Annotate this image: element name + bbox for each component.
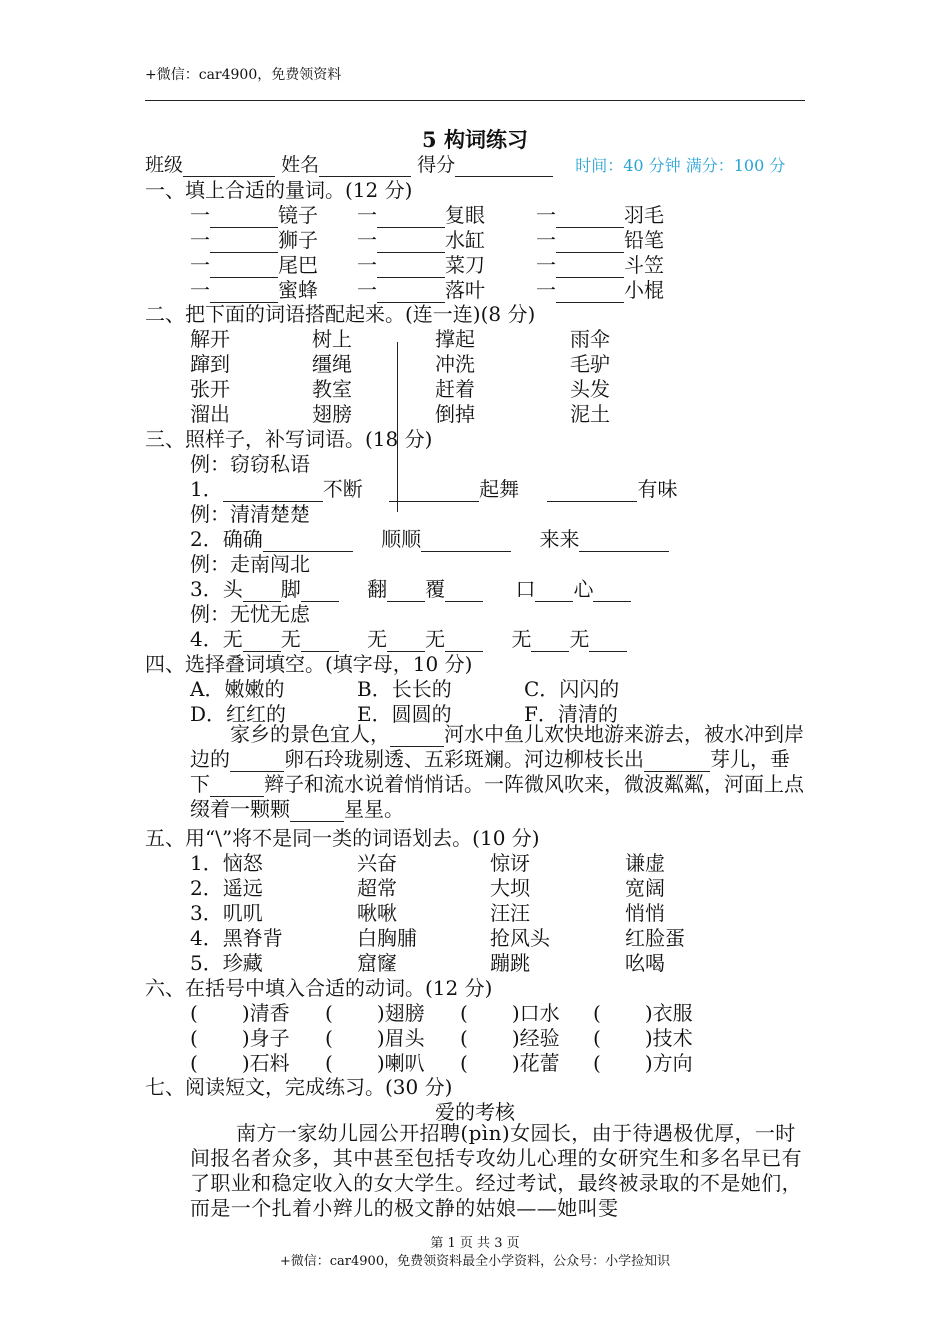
word-item[interactable]: 超常 (357, 876, 397, 900)
word-item[interactable]: 抢风头 (490, 926, 550, 950)
noun: 衣服 (652, 1001, 693, 1025)
close-paren: ) (376, 1026, 385, 1050)
noun: 尾巴 (278, 253, 318, 277)
noun: 经验 (519, 1026, 560, 1050)
time-info: 时间：40 分钟 满分：100 分 (575, 156, 786, 175)
option-d: D．红红的 (190, 702, 287, 726)
word-item[interactable]: 惊讶 (490, 851, 530, 875)
word-item[interactable]: 谦虚 (625, 851, 665, 875)
open-paren: ( (190, 1001, 198, 1025)
noun: 花蕾 (519, 1051, 560, 1075)
header-note: +微信：car4900，免费领资料 (145, 67, 342, 83)
example-2: 例：清清楚楚 (190, 502, 310, 526)
answer-blank[interactable] (556, 284, 624, 303)
word-item[interactable]: 白胸脯 (357, 926, 417, 950)
noun: 复眼 (445, 203, 485, 227)
noun: 狮子 (278, 228, 318, 252)
example-3: 例：走南闯北 (190, 552, 310, 576)
word-item[interactable]: 汪汪 (490, 901, 530, 925)
section-3-heading: 三、照样子，补写词语。(18 分) (145, 427, 433, 451)
example-1: 例：窃窃私语 (190, 452, 310, 476)
open-paren: ( (325, 1051, 333, 1075)
class-label: 班级 (145, 154, 184, 176)
answer-blank[interactable] (390, 728, 444, 747)
prefix: 一 (190, 228, 210, 252)
noun: 眉头 (384, 1026, 425, 1050)
page-number: 第 1 页 共 3 页 (430, 1236, 520, 1251)
answer-blank[interactable] (445, 583, 483, 602)
noun: 斗笠 (624, 253, 664, 277)
answer-blank[interactable] (579, 533, 669, 552)
open-paren: ( (190, 1051, 198, 1075)
prefix: 一 (190, 253, 210, 277)
noun: 羽毛 (624, 203, 664, 227)
prefix: 一 (357, 253, 377, 277)
answer-blank[interactable] (387, 583, 425, 602)
match-word[interactable]: 解开 (190, 327, 230, 351)
prefix: 一 (536, 228, 556, 252)
match-word[interactable]: 张开 (190, 377, 230, 401)
answer-blank[interactable] (421, 533, 511, 552)
prefix: 一 (536, 253, 556, 277)
noun: 铅笔 (624, 228, 664, 252)
noun: 喇叭 (384, 1051, 425, 1075)
score-label: 得分 (417, 154, 456, 176)
open-paren: ( (593, 1026, 601, 1050)
noun: 翅膀 (384, 1001, 425, 1025)
match-word[interactable]: 教室 (312, 377, 352, 401)
answer-blank[interactable] (644, 753, 710, 772)
question-3-2: 2．确确 顺顺 来来 (190, 523, 669, 552)
close-paren: ) (241, 1026, 250, 1050)
word-item[interactable]: 4．黑脊背 (190, 926, 283, 950)
match-word[interactable]: 头发 (570, 377, 610, 401)
match-word[interactable]: 泥土 (570, 402, 610, 426)
option-c: C．闪闪的 (524, 677, 620, 701)
prefix: 一 (190, 278, 210, 302)
close-paren: ) (241, 1001, 250, 1025)
answer-blank[interactable] (547, 483, 637, 502)
word-item[interactable]: 大坝 (490, 876, 530, 900)
close-paren: ) (644, 1026, 653, 1050)
word-item[interactable]: 啾啾 (357, 901, 397, 925)
answer-blank[interactable] (290, 803, 344, 822)
close-paren: ) (376, 1051, 385, 1075)
footer-note: +微信：car4900，免费领资料最全小学资料，公众号：小学捡知识 (279, 1254, 671, 1269)
section-4-heading: 四、选择叠词填空。(填字母，10 分) (145, 652, 473, 676)
match-word[interactable]: 溜出 (190, 402, 230, 426)
section-7-heading: 七、阅读短文，完成练习。(30 分) (145, 1075, 453, 1099)
close-paren: ) (511, 1051, 520, 1075)
answer-blank[interactable] (210, 778, 264, 797)
option-b: B．长长的 (357, 677, 452, 701)
section-1-heading: 一、填上合适的量词。(12 分) (145, 178, 413, 202)
match-word[interactable]: 冲洗 (435, 352, 475, 376)
close-paren: ) (511, 1001, 520, 1025)
answer-blank[interactable] (531, 633, 569, 652)
close-paren: ) (644, 1051, 653, 1075)
passage-text: 南方一家幼儿园公开招聘(pìn)女园长，由于待遇极优厚，一时间报名者众多，其中甚至包括专攻幼儿心理的女研究生和多名早已有了职业和稳定收入的女大学生。经过考试，最终被录取的不是她们，而是一个扎着小辫儿的极文静的姑娘——她叫雯 (190, 1121, 802, 1220)
match-word[interactable]: 毛驴 (570, 352, 610, 376)
score-blank[interactable] (455, 158, 553, 177)
open-paren: ( (190, 1026, 198, 1050)
close-paren: ) (644, 1001, 653, 1025)
match-word[interactable]: 缰绳 (312, 352, 352, 376)
section-2-heading: 二、把下面的词语搭配起来。(连一连)(8 分) (145, 302, 536, 326)
open-paren: ( (460, 1026, 468, 1050)
answer-blank[interactable] (589, 633, 627, 652)
match-word[interactable]: 倒掉 (435, 402, 475, 426)
option-f: F．清清的 (524, 702, 618, 726)
question-3-4: 4．无 无 无 无 无 无 (190, 623, 627, 652)
noun: 身子 (249, 1026, 290, 1050)
close-paren: ) (376, 1001, 385, 1025)
noun: 蜜蜂 (278, 278, 318, 302)
noun: 菜刀 (445, 253, 485, 277)
answer-blank[interactable] (593, 583, 631, 602)
word-item[interactable]: 吆喝 (625, 951, 665, 975)
word-item[interactable]: 蹦跳 (490, 951, 530, 975)
answer-blank[interactable] (389, 483, 479, 502)
noun: 石料 (249, 1051, 290, 1075)
word-item[interactable]: 5．珍藏 (190, 951, 263, 975)
open-paren: ( (325, 1001, 333, 1025)
open-paren: ( (460, 1001, 468, 1025)
close-paren: ) (511, 1026, 520, 1050)
open-paren: ( (593, 1051, 601, 1075)
match-word[interactable]: 树上 (312, 327, 352, 351)
passage-title: 爱的考核 (435, 1100, 515, 1124)
prefix: 一 (357, 228, 377, 252)
close-paren: ) (241, 1051, 250, 1075)
open-paren: ( (593, 1001, 601, 1025)
header-divider (145, 100, 805, 101)
match-word[interactable]: 雨伞 (570, 327, 610, 351)
word-item[interactable]: 悄悄 (625, 901, 665, 925)
measure-item (536, 274, 664, 303)
word-item[interactable]: 窟窿 (357, 951, 397, 975)
prefix: 一 (357, 203, 377, 227)
example-4: 例：无忧无虑 (190, 602, 310, 626)
noun: 落叶 (445, 278, 485, 302)
match-word[interactable]: 翅膀 (312, 402, 352, 426)
match-word[interactable]: 蹿到 (190, 352, 230, 376)
word-item[interactable]: 2．遥远 (190, 876, 263, 900)
section-6-heading: 六、在括号中填入合适的动词。(12 分) (145, 976, 493, 1000)
open-paren: ( (460, 1051, 468, 1075)
answer-blank[interactable] (535, 583, 573, 602)
word-item[interactable]: 兴奋 (357, 851, 397, 875)
verb-fill-item (460, 1047, 560, 1076)
question-3-3: 3．头 脚 翻 覆 口 心 (190, 573, 631, 602)
noun: 技术 (652, 1026, 693, 1050)
noun: 方向 (652, 1051, 693, 1075)
noun: 小棍 (624, 278, 664, 302)
match-word[interactable]: 撑起 (435, 327, 475, 351)
prefix: 一 (357, 278, 377, 302)
noun: 水缸 (445, 228, 485, 252)
option-a: A．嫩嫩的 (190, 677, 285, 701)
verb-fill-item (593, 1047, 693, 1076)
noun: 清香 (249, 1001, 290, 1025)
word-item[interactable]: 红脸蛋 (625, 926, 685, 950)
passage-4: 家乡的景色宜人， 河水中鱼儿欢快地游来游去，被水冲到岸边的 卵石玲珑剔透、五彩斑斓。河边柳枝长出 芽儿，垂下 辫子和流水说着悄悄话。一阵微风吹来，微波粼粼，河面上点缀着一颗颗 星星。 (190, 722, 804, 821)
noun: 口水 (519, 1001, 560, 1025)
word-item[interactable]: 3．叽叽 (190, 901, 263, 925)
meta-line (145, 150, 785, 177)
section-5-heading: 五、用“\”将不是同一类的词语划去。(10 分) (145, 826, 540, 850)
word-item[interactable]: 1．恼怒 (190, 851, 263, 875)
question-3-1: 1． 不断 起舞 有味 (190, 477, 678, 501)
page-title: 5 构词练习 (422, 127, 528, 152)
match-word[interactable]: 赶着 (435, 377, 475, 401)
option-e: E．圆圆的 (357, 702, 452, 726)
prefix: 一 (536, 278, 556, 302)
noun: 镜子 (278, 203, 318, 227)
word-item[interactable]: 宽阔 (625, 876, 665, 900)
name-label: 姓名 (281, 154, 320, 176)
prefix: 一 (536, 203, 556, 227)
prefix: 一 (190, 203, 210, 227)
open-paren: ( (325, 1026, 333, 1050)
answer-blank[interactable] (230, 753, 284, 772)
